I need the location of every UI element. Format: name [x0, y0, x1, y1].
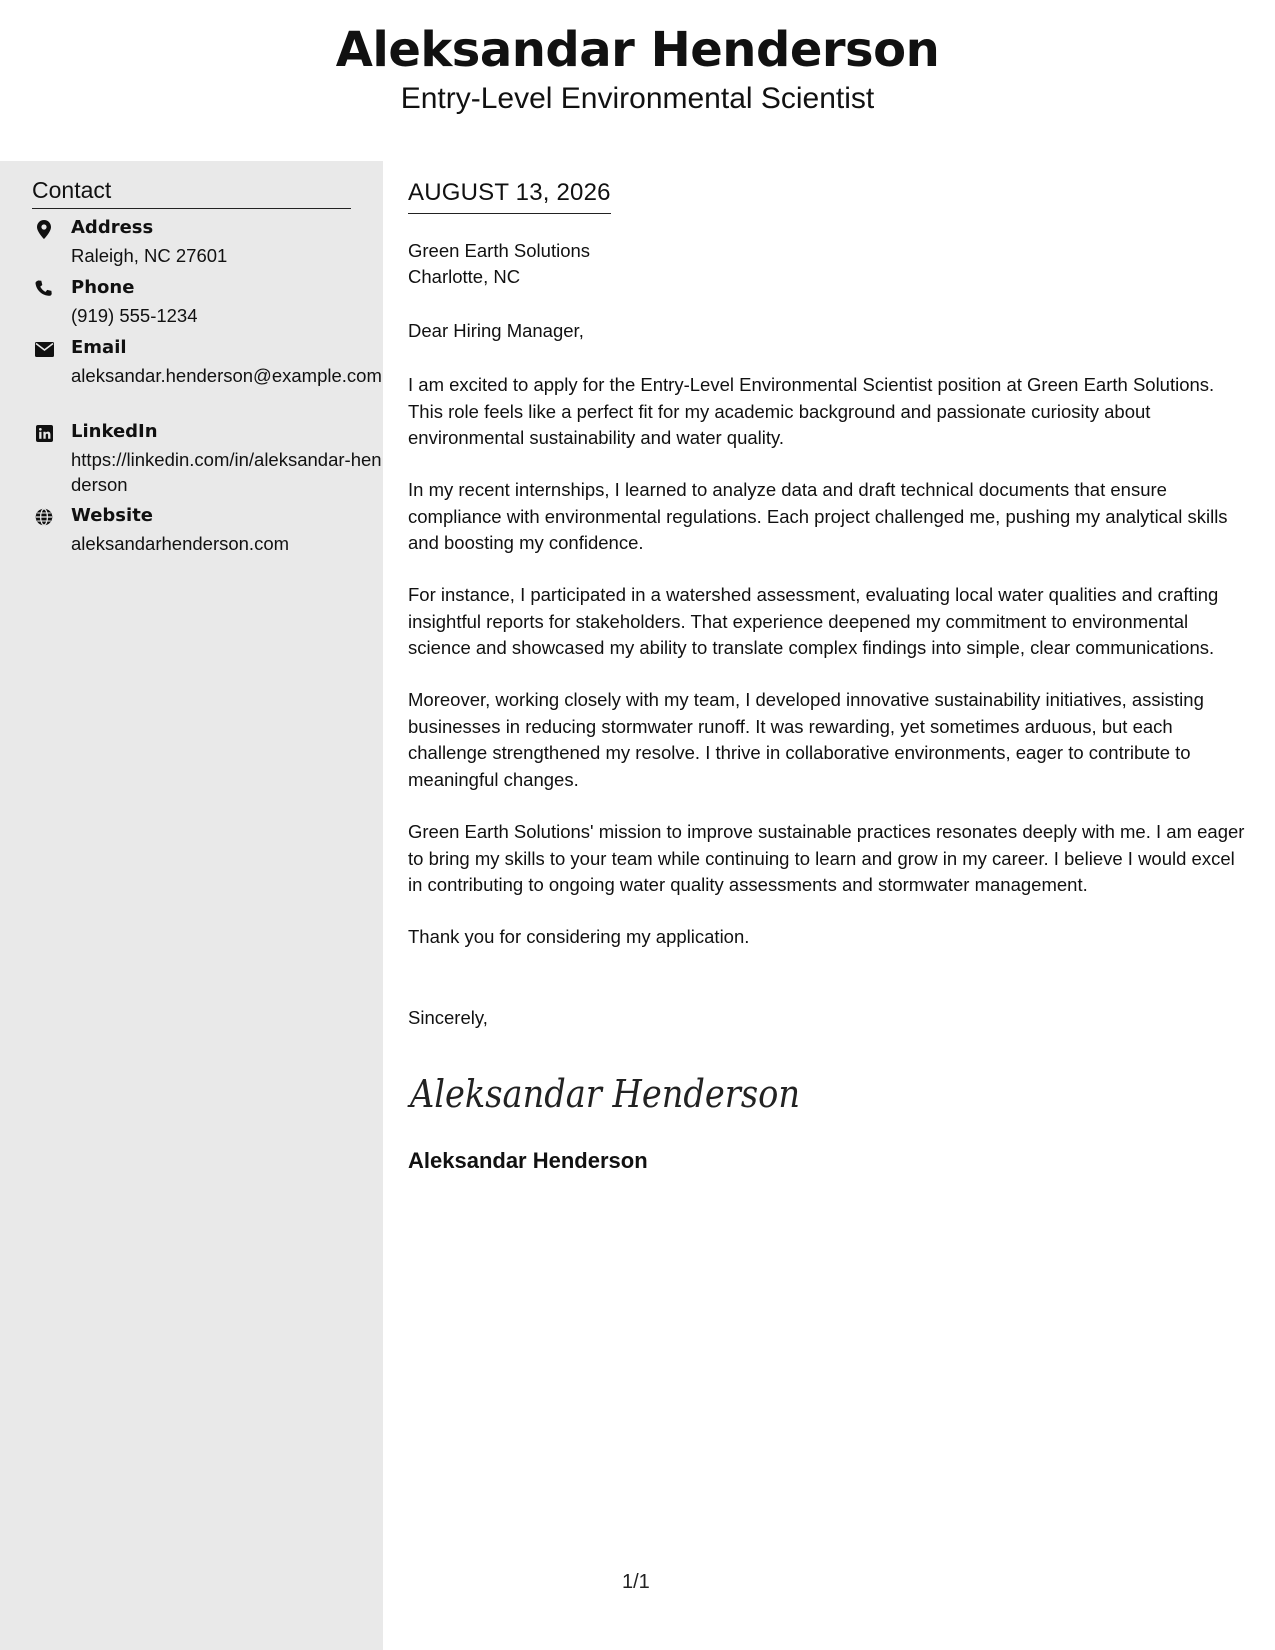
body-paragraph: Moreover, working closely with my team, I developed innovative sustainability initiatives, assisting businesses in reducing stormwater runoff. It was rewarding, yet sometimes arduous, but each challenge strengthened my resolve. I thrive in collaborative environments, eager to contribute to meaningful changes.	[408, 689, 1204, 790]
body-paragraph: I am excited to apply for the Entry-Level Environmental Scientist position at Green Earth Solutions. This role feels like a perfect fit for my academic background and passionate curiosity about environmental sustainability and water quality.	[408, 374, 1215, 448]
applicant-name: Aleksandar Henderson	[335, 22, 940, 78]
address-label: Address	[71, 217, 154, 238]
signer-name: Aleksandar Henderson	[408, 1148, 648, 1173]
linkedin-value[interactable]: https://linkedin.com/in/aleksandar-henderson	[71, 449, 382, 495]
body-paragraph: Green Earth Solutions' mission to improve sustainable practices resonates deeply with me. I am eager to bring my skills to your team while continuing to learn and grow in my career. I believe I would excel in contributing to ongoing water quality assessments and stormwater management.	[408, 821, 1245, 895]
applicant-job-title: Entry-Level Environmental Scientist	[400, 82, 875, 115]
signature-text: Aleksandar Henderson	[407, 1072, 800, 1116]
phone-value: (919) 555-1234	[71, 305, 198, 326]
website-value[interactable]: aleksandarhenderson.com	[71, 533, 290, 554]
location-pin-icon	[34, 219, 54, 239]
envelope-icon	[34, 339, 54, 359]
page-number: 1/1	[622, 1571, 650, 1593]
recipient-location: Charlotte, NC	[408, 266, 521, 287]
phone-icon	[34, 279, 54, 299]
body-paragraph: For instance, I participated in a watershed assessment, evaluating local water qualities and crafting insightful reports for stakeholders. That experience deepened my commitment to environmental science and showcased my ability to translate complex findings into simple, clear communications.	[408, 584, 1219, 658]
linkedin-label: LinkedIn	[71, 421, 158, 442]
handwritten-signature	[407, 1061, 800, 1123]
recipient-block	[408, 238, 590, 290]
email-value: aleksandar.henderson@example.com	[71, 365, 382, 386]
salutation: Dear Hiring Manager,	[408, 320, 584, 341]
body-paragraph: Thank you for considering my application.	[408, 926, 750, 947]
contact-sidebar	[0, 161, 383, 1650]
contact-heading: Contact	[32, 177, 351, 209]
closing: Sincerely,	[408, 1007, 488, 1028]
letter-date: AUGUST 13, 2026	[408, 179, 611, 214]
email-label: Email	[71, 337, 127, 358]
website-label: Website	[71, 505, 154, 526]
phone-label: Phone	[71, 277, 135, 298]
globe-icon	[34, 507, 54, 527]
linkedin-icon	[34, 423, 54, 443]
body-paragraph: In my recent internships, I learned to analyze data and draft technical documents that ensure compliance with environmental regulations. Each project challenged me, pushing my analytical skills and boosting my confidence.	[408, 479, 1228, 553]
letter-header	[0, 0, 1275, 161]
address-value: Raleigh, NC 27601	[71, 245, 228, 266]
recipient-company: Green Earth Solutions	[408, 240, 591, 261]
